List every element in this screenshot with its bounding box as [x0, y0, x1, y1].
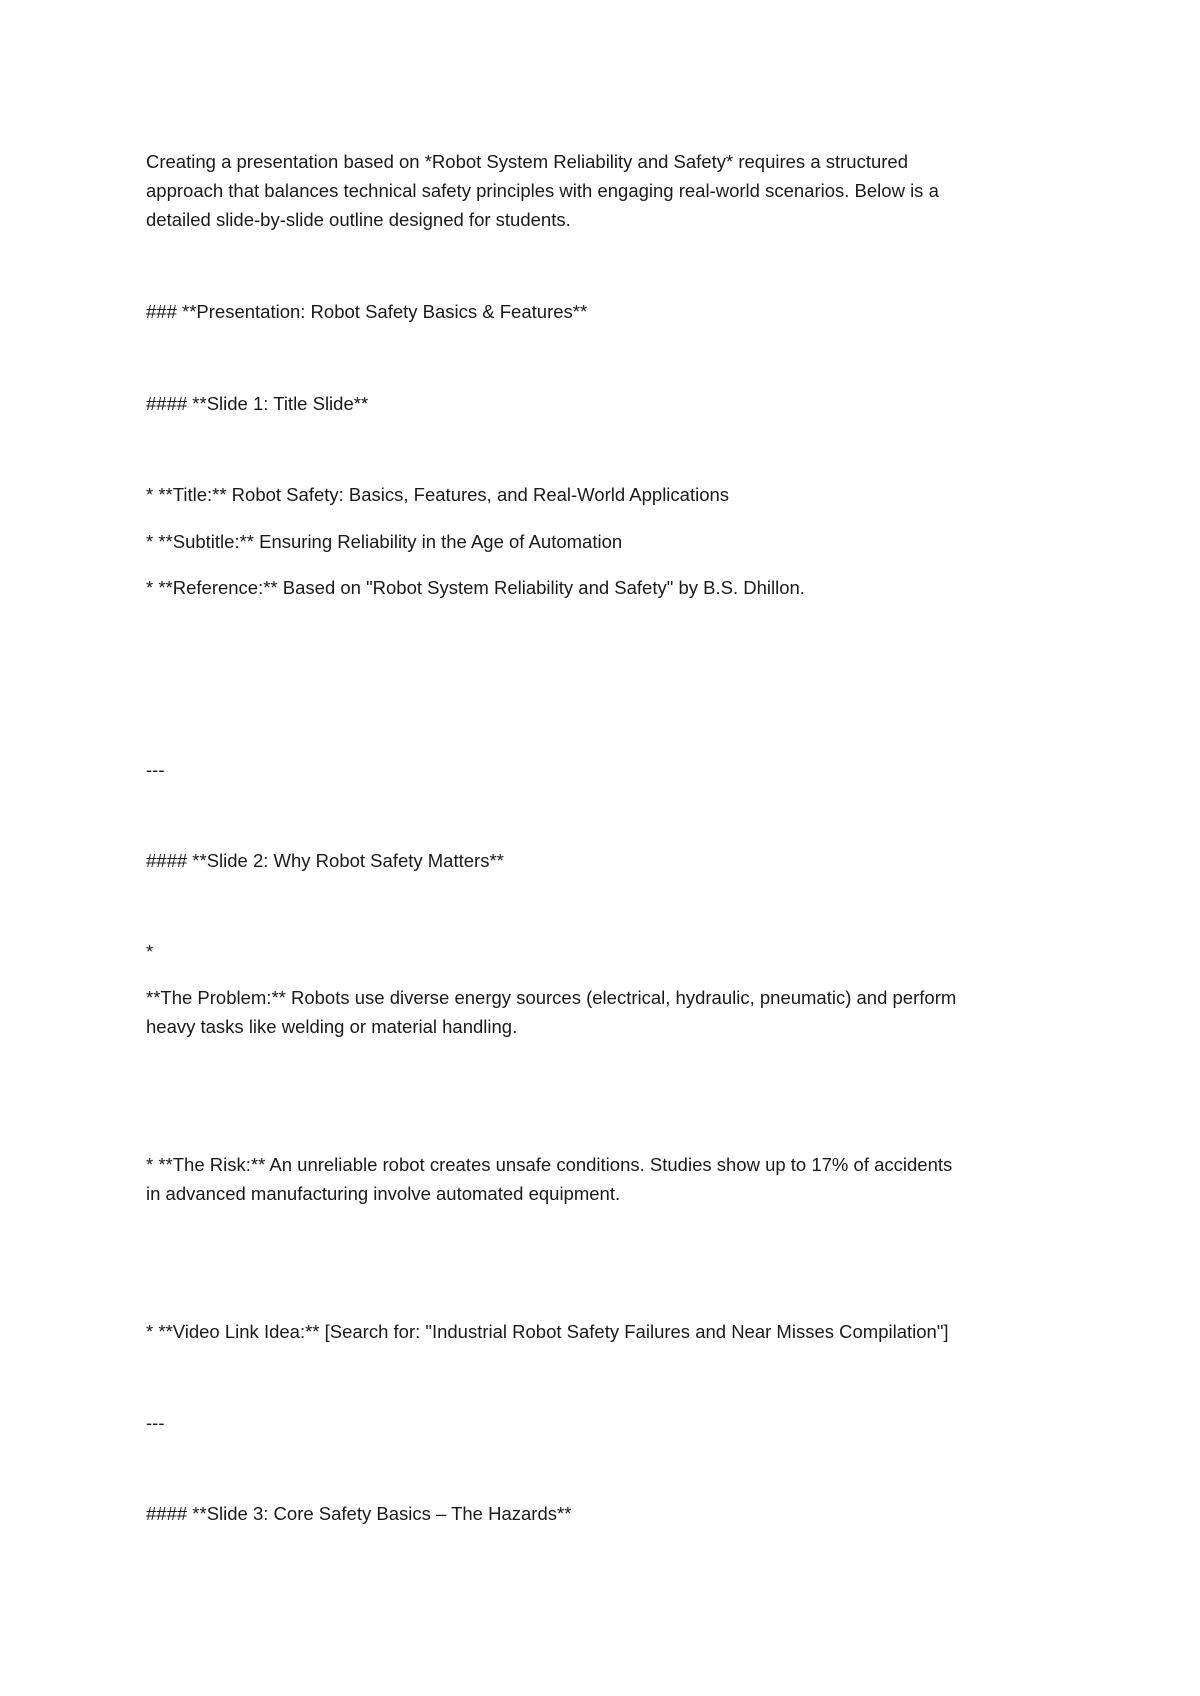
intro-paragraph — [146, 147, 1076, 234]
slide1-subtitle-bullet: * **Subtitle:** Ensuring Reliability in the Age of Automation — [146, 531, 623, 552]
intro-line: detailed slide-by-slide outline designed for students. — [146, 209, 571, 230]
slide2-heading: #### **Slide 2: Why Robot Safety Matters** — [146, 850, 504, 871]
presentation-heading: ### **Presentation: Robot Safety Basics & Features** — [146, 301, 588, 322]
problem-line: **The Problem:** Robots use diverse energy sources (electrical, hydraulic, pneumatic) and perform — [146, 987, 957, 1008]
separator: --- — [146, 1412, 165, 1433]
slide2-bullet-marker: * — [146, 941, 154, 962]
slide1-reference-bullet: * **Reference:** Based on "Robot System Reliability and Safety" by B.S. Dhillon. — [146, 577, 805, 598]
intro-line: Creating a presentation based on *Robot System Reliability and Safety* requires a structured — [146, 151, 909, 172]
intro-line: approach that balances technical safety principles with engaging real-world scenarios. Below is a — [146, 180, 939, 201]
slide2-video-bullet: * **Video Link Idea:** [Search for: "Industrial Robot Safety Failures and Near Misses Compilation"] — [146, 1321, 949, 1342]
slide2-risk-paragraph — [146, 1150, 1076, 1208]
problem-line: heavy tasks like welding or material handling. — [146, 1016, 518, 1037]
slide2-problem-paragraph — [146, 983, 1076, 1041]
separator: --- — [146, 759, 165, 780]
slide3-heading: #### **Slide 3: Core Safety Basics – The Hazards** — [146, 1503, 572, 1524]
risk-line: in advanced manufacturing involve automated equipment. — [146, 1183, 621, 1204]
risk-line: * **The Risk:** An unreliable robot creates unsafe conditions. Studies show up to 17% of accidents — [146, 1154, 953, 1175]
slide1-title-bullet: * **Title:** Robot Safety: Basics, Features, and Real-World Applications — [146, 484, 730, 505]
slide1-heading: #### **Slide 1: Title Slide** — [146, 393, 369, 414]
